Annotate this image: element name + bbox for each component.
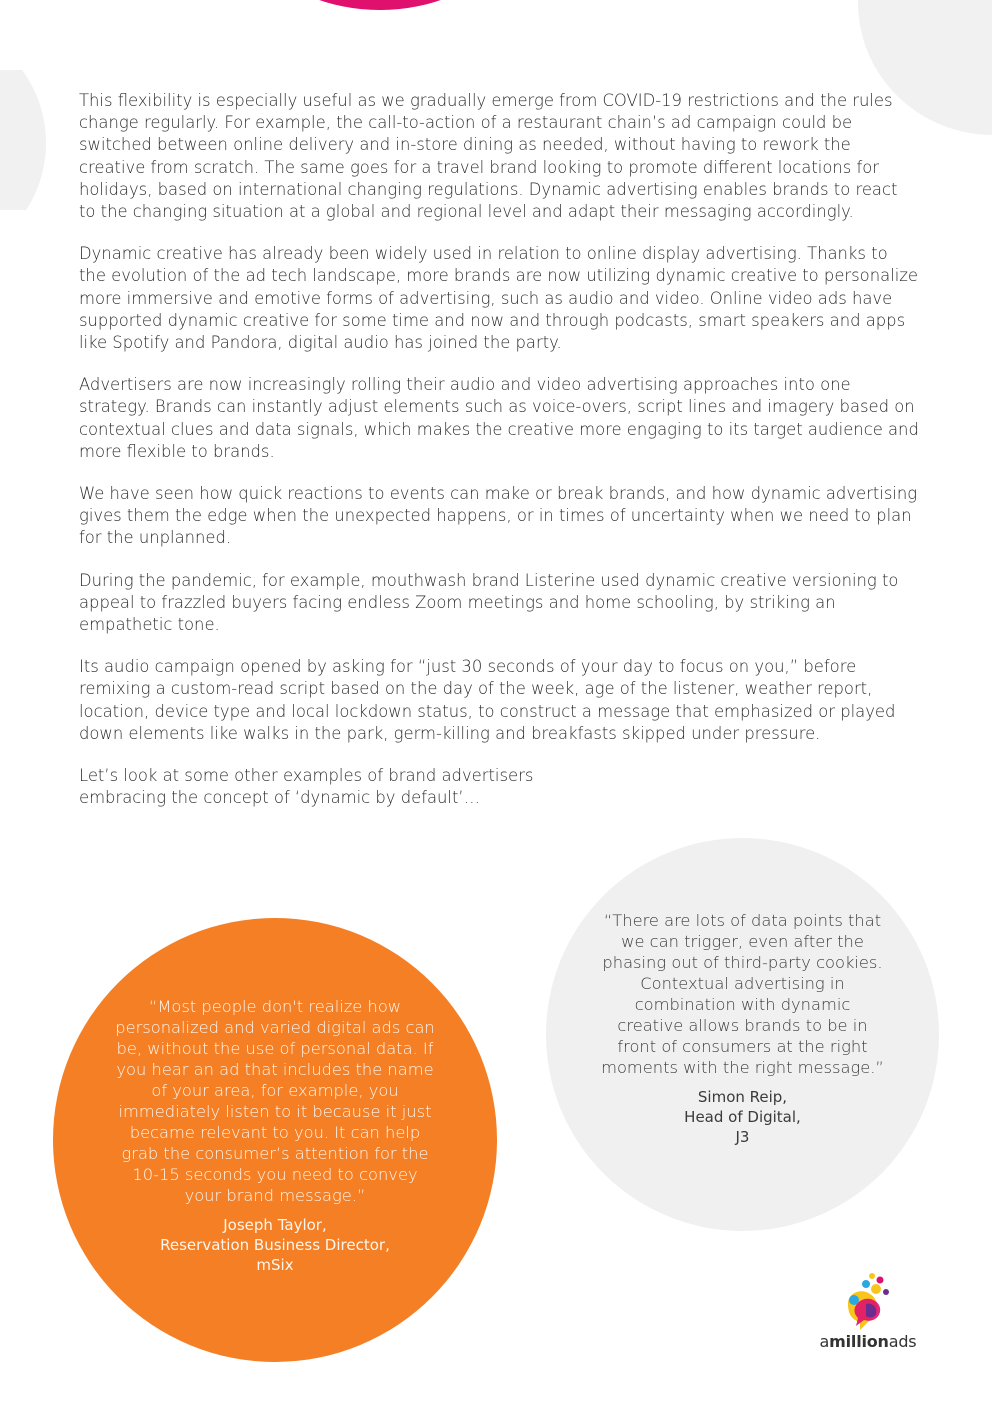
paragraph-4: We have seen how quick reactions to events can make or break brands, and how dynamic advertising gives them the edge when the unexpected happens, or in times of uncertainty when we need to plan for the unplanned. xyxy=(79,484,918,548)
quote-text: “Most people don't realize how personalized and varied digital ads can be, without the use of personal data. If you hear an ad that includes the name of your area, for example, you immediately listen to it because it just became relevant to you. It can help grab the consumer’s attention for the 10-15 seconds you need to convey your brand message.” xyxy=(115,996,435,1205)
attribution-name: Simon Reip, xyxy=(697,1088,788,1106)
paragraph-2: Dynamic creative has already been widely used in relation to online display advertising. Thanks to the evolution of the ad tech landscape, more brands are now utilizing dynamic creative to personalize more immersive and emotive forms of advertising, such as audio and video. Online video ads have supported dynamic creative for some time and now and through podcasts, smart speakers and apps like Spotify and Pandora, digital audio has joined the party. xyxy=(79,244,918,353)
paragraph-7: Let’s look at some other examples of brand advertisers embracing the concept of ‘dynamic by default’… xyxy=(79,766,534,808)
quote-bubble-grey xyxy=(546,838,939,1231)
attribution-role: Reservation Business Director, xyxy=(160,1235,390,1254)
quote-bubble-orange xyxy=(53,918,497,1362)
logo-mark-icon xyxy=(842,1270,896,1332)
decorative-grey-circle-left xyxy=(0,20,46,266)
attribution-role: Head of Digital, xyxy=(684,1108,801,1126)
quote-attribution xyxy=(684,1087,801,1147)
attribution-company: mSix xyxy=(256,1255,294,1274)
amillionads-logo xyxy=(812,1270,924,1360)
paragraph-6: Its audio campaign opened by asking for “just 30 seconds of your day to focus on you,” before remixing a custom-read script based on the day of the week, age of the listener, weather report, location, device type and local lockdown status, to construct a message that emphasized or played down elements like walks in the park, germ-killing and breakfasts skipped under pressure. xyxy=(79,657,896,743)
quote-text: “There are lots of data points that we can trigger, even after the phasing out of third-party cookies. Contextual advertising in combination with dynamic creative allows brands to be in front of consumers at the right moments with the right message.” xyxy=(601,911,884,1077)
quote-attribution xyxy=(160,1215,390,1275)
paragraph-3: Advertisers are now increasingly rolling their audio and video advertising approaches into one strategy. Brands can instantly adjust elements such as voice-overs, script lines and imagery based on contextual clues and data signals, which makes the creative more engaging to its target audience and more flexible to brands. xyxy=(79,375,919,461)
attribution-company: J3 xyxy=(735,1128,750,1146)
attribution-name: Joseph Taylor, xyxy=(223,1215,327,1234)
decorative-magenta-circle xyxy=(190,0,570,10)
article-body xyxy=(79,90,919,829)
logo-wordmark: amillionads xyxy=(819,1332,917,1351)
paragraph-5: During the pandemic, for example, mouthwash brand Listerine used dynamic creative versioning to appeal to frazzled buyers facing endless Zoom meetings and home schooling, by striking an empathetic tone. xyxy=(79,570,899,635)
paragraph-1: This flexibility is especially useful as we gradually emerge from COVID-19 restrictions and the rules change regularly. For example, the call-to-action of a restaurant chain’s ad campaign could be switched between online delivery and in-store dining as needed, without having to rework the creative from scratch. The same goes for a travel brand looking to promote different locations for holidays, based on international changing regulations. Dynamic advertising enables brands to react to the changing situation at a global and regional level and adapt their messaging accordingly. xyxy=(79,91,898,222)
